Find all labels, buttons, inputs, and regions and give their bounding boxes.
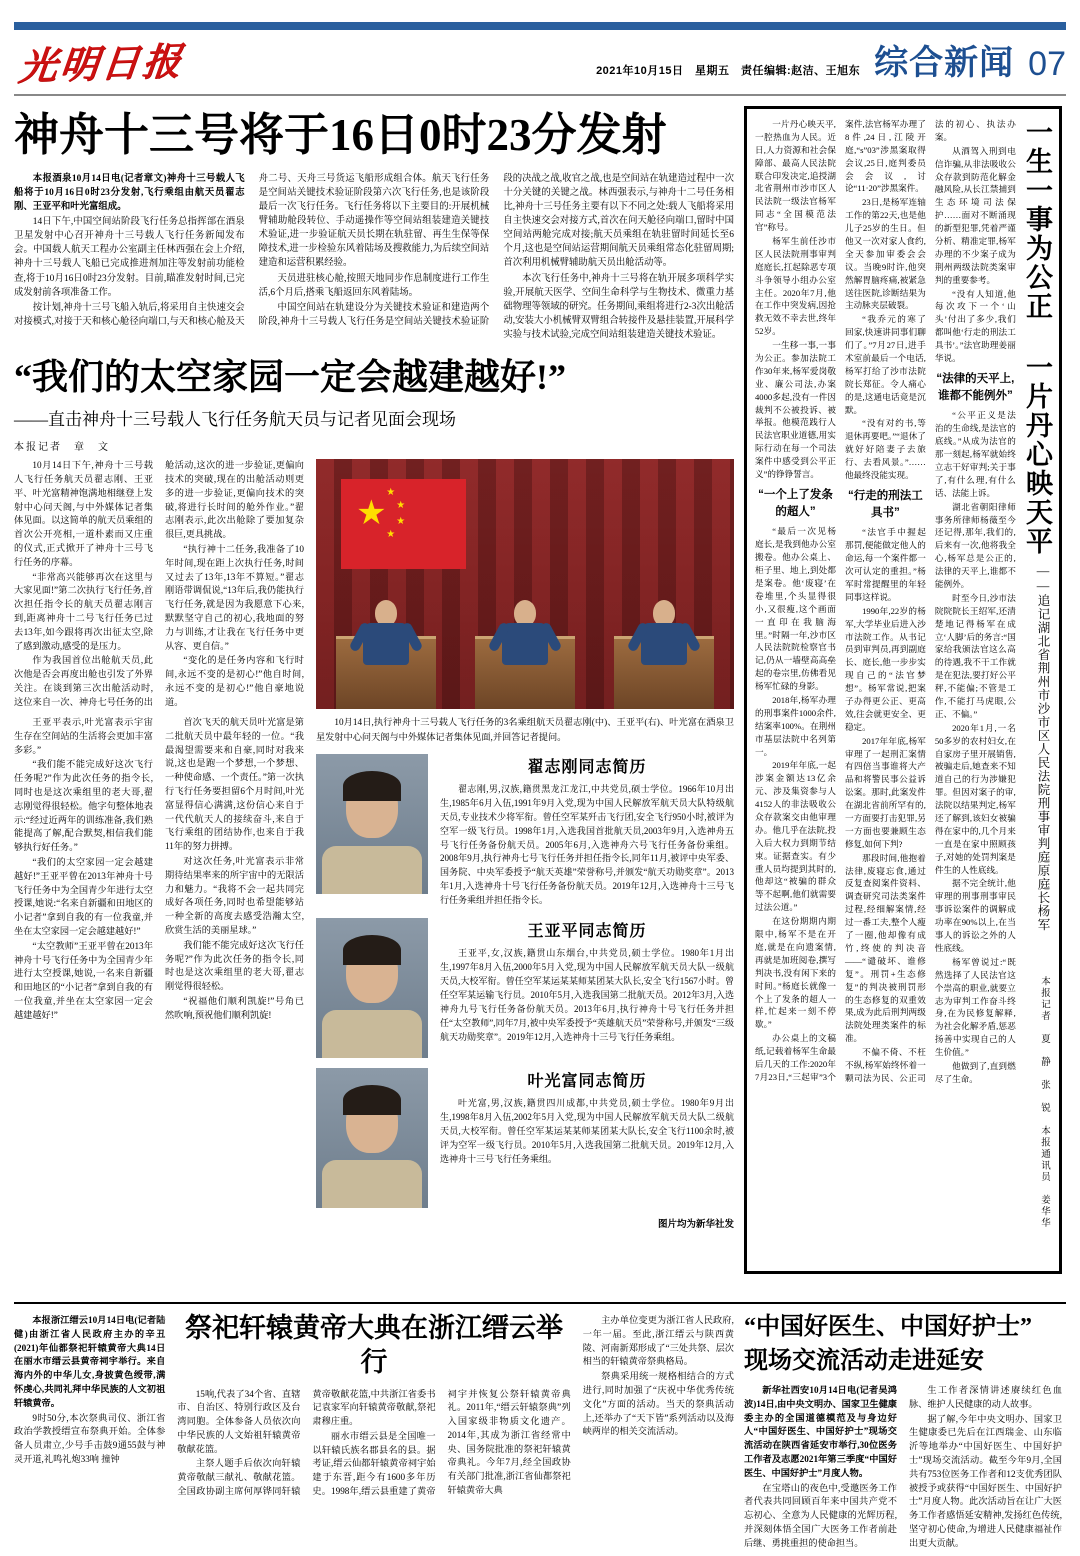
article-paragraph: “我们能不能完成好这次飞行任务呢?”作为此次任务的指令长,同时也是这次乘组里的老大哥,翟志刚觉得很轻松。他字句整体地表示:“经过近两年的训练准备,我们熟能提高了解,配合默契,相信我们能够执行好任务。” bbox=[14, 759, 153, 853]
feature-paragraph: 23日,是杨军连轴工作的第22天,也是他儿子25岁的生日。但他又一次对家人食约,全天参加审委会会议。当晚9时许,他突然解胃脑疼痛,被紧急送往医院,诊断结果为主动脉夹层破裂。 bbox=[844, 197, 926, 311]
bottom-left-body-columns bbox=[177, 1388, 570, 1499]
portrait-body bbox=[322, 1010, 422, 1058]
bio-title: 翟志刚同志简历 bbox=[527, 758, 647, 776]
feature-paragraph: 办公桌上的文稿纸,记载着杨军生命最后几天的工作:2020年7月23日,“三起审”3个案件,法官杨军办理了8件,24日,江陵开庭,“s”03”涉黑案取得会议,25日,庭判委员会会议,讨论“11·20”涉黑案件。 bbox=[755, 119, 926, 1082]
bottom-left-article bbox=[14, 1312, 734, 1552]
flag-big-star: ★ bbox=[356, 495, 387, 533]
article-paragraph: 对这次任务,叶光富表示非常期待结果率来的所宇宙中的无限活力和魅力。“我将不会一起共同完成好各项任务,同时也希望能够站一种全新的高度去感受浩瀚太空,欣赏生活的美丽星球。” bbox=[165, 855, 304, 935]
bottom-right-headline-line1: “中国好医生、中国好护士” bbox=[744, 1314, 1032, 1340]
flag-small-star: ★ bbox=[396, 516, 406, 528]
article-paragraph: 中国空间站在轨建设分为关键技术验证和建造两个阶段,神舟十三号载人飞行任务是空间站关键技术验证阶段的决战之战,收官之战,也是空间站在轨建造过程中一次十分关键的关键之战。林西强表示,与神舟十二号任务相比,神舟十三号任务主要有以下不同之处:载人飞船将采用自主快速交会对接方式,首次在问天舱径向端口,留时中国空间站两舱完成对接;航天员乘组在轨驻留时间延长至6个月,这也是空间站运营期间航天员乘组常态化驻留周期;首次利用机械臂辅助航天员出舱活动等。 bbox=[258, 173, 734, 327]
feature-paragraph: 杨军曾说过:“既然选择了人民法官这个崇高的职业,就要立志为审判工作奋斗终身,在为民修复解释,为社会化解矛盾,惩恶扬善中实现自己的人生价值。” bbox=[934, 956, 1016, 1058]
article-paragraph: 生工作者深情讲述赓续红色血脉、维护人民健康的动人故事。 bbox=[909, 1385, 1062, 1409]
portrait-hair bbox=[343, 771, 401, 801]
article-paragraph: 按计划,神舟十三号飞船入轨后,将采用自主快速交会对接模式,对接于天和核心舱径向端口,与天和核心舱及天舟二号、天舟三号货运飞船形成组合体。航天飞行任务是空间站关键技术验证阶段第六次飞行任务,也是该阶段最后一次飞行任务。飞行任务将以下主要目的:开展机械臂辅助舱段转位、手动遥操作等空间站组装建造关键技术验证,进一步验证航天员长期在轨驻留、再生生保等保障技术,进一步检验东风着陆场及搜救能力,为后续空间站建造和运营积累经验。 bbox=[14, 173, 490, 327]
feature-paragraph: 2017年年底,杨军审理了一起刑汇案情有四倍当事谁将大产品和将警民事公益诉讼案。那时,此案发件在湖北省前所罕有的,一方面要打击犯罪,另一方面也要兼顾生态修复,如何下判? bbox=[844, 735, 926, 849]
feature-paragraph: 时至今日,沙市法院院院长王绍军,还清楚地记得杨军在成立‘人脚’后的务言:“国家给我颁法官这么高的待遇,我不干工作就是在犯法,要打好公平秤,不能偏;不管是工作,不能打马虎眼,公正、不偏。” bbox=[934, 592, 1016, 719]
masthead-date-line: 2021年10月15日 星期五 责任编辑:赵洁、王旭东 bbox=[596, 65, 861, 77]
feature-paragraph: 从酒驾入刑到电信诈骗,从非法吸收公众存款到防范化解金融风险,从长江禁捕到生态环境司法保护……面对不断涌现的新型犯罪,凭着严谨分析、精准定罪,杨军办理的不少案子成为荆州两级法院类案审判的重要参考。 bbox=[934, 145, 1016, 285]
article-paragraph: 在宝塔山的夜色中,受邀医务工作者代表共同回顾百年来中国共产党不忘初心、全意为人民健康的光辉历程,并深刻体悟全国广大医务工作者前赴后继、勇挑重担的使命担当。 bbox=[744, 1482, 897, 1548]
bio-photo bbox=[316, 918, 428, 1058]
article-paragraph: 14日下午,中国空间站阶段飞行任务总指挥部在酒泉卫星发射中心召开神舟十三号载人飞行任务新闻发布会。中国载人航天工程办公室副主任林西强在会上介绍,神舟十三号载人飞船已完成推进剂加注等发射前功能检查,将于10月16日0时23分发射。目前,瞄准发射时间,已完成发射前各项准备工作。 bbox=[14, 217, 245, 298]
feature-paragraph: 在这份期期内期限中,杨军不是在开庭,就是在向遗案情,再就是加班阅卷,撰写判决书,没有闲下来的时间。”杨庭长就像一个上了发条的超人一样,忙起来一刻不停歇。” bbox=[755, 916, 836, 1030]
feature-columns bbox=[755, 118, 1016, 1262]
article-paragraph: “非常高兴能够再次在这里与大家见面!”第二次执行飞行任务,首次担任指令长的航天员翟志刚言到,距离神舟十二号飞行任务已过去13年,如今跟将再次出征太空,除了感到激动,感受的是压力。 bbox=[14, 571, 153, 651]
article-paragraph: 王亚平表示,叶光富表示宇宙生存在空间站的生活将会更加丰富多彩。” bbox=[14, 717, 153, 755]
article-paragraph: 本报浙江缙云10月14日电(记者陆健)由浙江省人民政府主办的辛丑(2021)年仙都祭祀轩辕黄帝大典14日在丽水市缙云县黄帝祠宇举行。来自海内外的中华儿女,身披黄色绶带,满怀虔心,共同礼拜中华民族的人文初祖轩辕黄帝。 bbox=[14, 1315, 166, 1408]
article-paragraph: “祝福他们顺利凯旋!”号角已然吹响,预祝他们顺利凯旋! bbox=[165, 995, 304, 1020]
feature-paragraph: “我乔元的寒了回家,快速讲同事们聊们了。”7月27日,进手术室前最后一个电话,杨军打给了沙市法院院长郑征。令人痛心的是,这通电话竟是沉默。 bbox=[844, 314, 926, 415]
article-paragraph: 主祭人题手后依次向轩辕黄帝敬献三献礼、敬献花篮。全国政协副主席何厚铧同轩辕黄帝敬献花篮,中共浙江省委书记袁家军向轩辕黄帝敬献,祭祀肃穆庄重。 bbox=[177, 1388, 436, 1497]
feature-paragraph: 2019年年底,一起涉案金额达13亿余元、涉及集资参与人4152人的非法吸收公众存款案交由他审理办。他几乎在法院,投入后大权力到期节结束。证据查实。有少重人员均提到其时的,他却这“被骗的群众等不起啊,他们就需要过法公道。” bbox=[755, 760, 836, 913]
feature-subhead: “一个上了发条的超人” bbox=[758, 488, 833, 519]
feature-subhead: “行走的刑法工具书” bbox=[848, 489, 923, 520]
feature-subhead: “法律的天平上,谁都不能例外” bbox=[936, 372, 1015, 403]
feature-paragraph: 2018年,杨军办理的刑事案件1000余件,结案率100%。在荆州市基层法院中名列第一。 bbox=[755, 695, 836, 757]
portrait-body bbox=[322, 1160, 422, 1208]
feature-paragraph: 2020年1月,一名50多岁的农村妇女,在自家房子里开展销售,被骗走后,她查来不知道自己的行为涉嫌犯罪。但因对案子的审,法院以结果判定,杨军还了解到,该妇女被骗得在家中的,几个月来一直是在家中照顾孩子,对她的处罚判案是件生的人性底线。 bbox=[934, 722, 1016, 875]
masthead-bottom-rule bbox=[14, 94, 1066, 96]
portrait-hair bbox=[343, 935, 401, 965]
article-paragraph: 天员进驻核心舱,按照天地同步作息制度进行工作生活,6个月后,搭乘飞船返回东风着陆场。 bbox=[258, 273, 490, 298]
article-paragraph: “太空教师”王亚平曾在2013年神舟十号飞行任务中为全国青少年进行太空授课,她说,一名来自新疆和田地区的“小记者”拿到自我的有一位我童,并坐在太空家园一定会越建越好!” bbox=[14, 940, 153, 1020]
flag-small-star: ★ bbox=[386, 528, 396, 540]
article-paragraph: 本报酒泉10月14日电(记者章文)神舟十三号载人飞船将于10月16日0时23分发射,飞行乘组由航天员翟志刚、王亚平和叶光富组成。 bbox=[14, 173, 245, 212]
second-headline: “我们的太空家园一定会越建越好!” bbox=[14, 357, 566, 398]
article-paragraph: 9时50分,本次祭典司仪、浙江省政治学教授缙宣布祭典开始。全体参备人员肃立,少号手击鼓9通55鼓与神灵开道,礼鸣礼炮33响 撞钟 bbox=[14, 1412, 166, 1464]
masthead bbox=[14, 30, 1066, 88]
bio-block bbox=[316, 918, 734, 1058]
podium-row bbox=[316, 594, 734, 709]
article-paragraph: 祭典采用统一规格相结合的方式进行,同时加强了“庆祝中华优秀传统文化”方面的活动。当天的祭典活动上,还举办了“天下皆”系列活动以及海峡两岸的相关交流活动。 bbox=[582, 1371, 734, 1437]
feature-paragraph: 一片丹心映天平,一腔热血为人民。近日,人力资源和社会保障部、最高人民法院联合印发决定,追授湖北省荆州市沙市区人民法院一级法官杨军同志“全国模范法官”称号。 bbox=[755, 119, 836, 233]
bottom-divider bbox=[14, 1302, 1066, 1304]
main-headline: 神舟十三号将于16日0时23分发射 bbox=[14, 110, 667, 160]
main-article-columns bbox=[14, 172, 734, 342]
newspaper-page bbox=[0, 22, 1080, 1556]
photo-and-bios bbox=[316, 459, 734, 1230]
article-paragraph: 据了解,今年中央文明办、国家卫生健康委已先后在江西瑞金、山东临沂等地举办“中国好医生、中国好护士”现场交流活动。截至今年9月,全国共有753位医务工作者和12支优秀团队被授予或获得“中国好医生、中国好护士”月度人物。此次活动旨在让广大医务工作者感悟延安精神,发扬红色传统,坚守初心使命,为增进人民健康福祉作出更大贡献。 bbox=[909, 1413, 1062, 1548]
flag-small-star: ★ bbox=[386, 487, 396, 499]
feature-vertical-subtitle: ——追记湖北省荆州市沙市区人民法院刑事审判庭原庭长杨军 bbox=[1036, 564, 1050, 932]
bio-photo bbox=[316, 1068, 428, 1208]
feature-paragraph: “没有对约书,等退休再要吧。”“退休了就好好陪妻子去旅行、去看风景。”……他最终没能实现。 bbox=[844, 418, 926, 481]
bottom-left-main-column bbox=[177, 1312, 570, 1499]
article-paragraph: 本次飞行任务中,神舟十三号将在轨开展多项科学实验,开展航天医学、空间生命科学与生物技术、微重力基础物理等领域的研究。任务期间,乘组将进行2-3次出舱活动,安装大小机械臂双臂组合转接件及悬挂装置,开展科学实验与技术试验,完成空间站组装建造关键技术验证。 bbox=[503, 273, 734, 340]
article-paragraph: “我们的太空家园一定会越建越好!”王亚平曾在2013年神舟十号飞行任务中为全国青少年进行太空授课,她说:“名来自新疆和田地区的小记者”拿到自我的有一位我童,并坐在太空家园一定会越建越好!” bbox=[14, 856, 153, 936]
portrait-body bbox=[322, 846, 422, 894]
bottom-section bbox=[14, 1312, 1066, 1552]
main-photo bbox=[316, 459, 734, 709]
feature-paragraph: “最后一次见杨庭长,是我到他办公室搬卷。他办公桌上、柜子里、地上,到处都是案卷。他‘废寝’在卷堆里,个头显得很小,又很瘦,这个画面一直印在我脑海里。”时隔一年,沙市区人民法院院检察官书记,仍从一墙壁高高垒起的卷宗里,仿佛看见杨军忙碌的身影。 bbox=[755, 526, 836, 692]
newspaper-logo: 光明日报 bbox=[16, 41, 186, 89]
feature-paragraph: 1990年,22岁的杨军,大学毕业后进入沙市法院工作。从书记员到审判员,再到副庭长、庭长,他一步步实现自己的“法官梦想”。杨军常说,把案子办得更公正、更高效,往会就更安全、更稳定。 bbox=[844, 605, 926, 732]
bottom-left-headline: 祭祀轩辕黄帝大典在浙江缙云举行 bbox=[184, 1313, 563, 1377]
right-zone bbox=[744, 106, 1062, 1296]
bottom-right-columns bbox=[744, 1384, 1062, 1552]
feature-box bbox=[744, 106, 1062, 1274]
bio-body: 翟志刚,男,汉族,籍贯黑龙江龙江,中共党员,硕士学位。1966年10月出生,1985年6月入伍,1991年9月入党,现为中国人民解放军航天员大队特级航天员,专业技术少将军衔。曾任空军某歼击飞行团,安全飞行950小时,被评为空军一级飞行员。1998年1月,入选我国首批航天员,2003年9月,入选神舟五号飞行任务备份航天员。2005年6月,入选神舟六号飞行任务备份乘组。2008年9月,执行神舟七号飞行任务并担任指令长,同年11月,被评中央军委、国务院、中央军委授予“航天英雄”荣誉称号,并颁发“航天功勋奖章”。2013年1月,入选神舟十号飞行任务备份航天员。2019年12月,入选神舟十三号飞行任务乘组并担任指令长。 bbox=[440, 783, 734, 906]
bottom-right-article bbox=[744, 1312, 1062, 1552]
bio-block bbox=[316, 1068, 734, 1208]
astronaut-figure bbox=[502, 600, 548, 665]
feature-paragraph: “没有人知道,他每次攻下一个‘山头’付出了多少,我们都叫他‘行走的刑法工具书’。”法官助理姜丽华说。 bbox=[934, 288, 1016, 364]
bottom-left-lead-column bbox=[14, 1312, 165, 1499]
article-paragraph: “变化的是任务内容和飞行时间,永远不变的是初心!”他自时间,永远不变的是初心!”他自豪地说道。 bbox=[165, 655, 304, 707]
bottom-left-tail-column bbox=[583, 1312, 734, 1499]
podium bbox=[336, 636, 436, 710]
article-paragraph: 我们能不能完成好这次飞行任务呢?”作为此次任务的指令长,同时也是这次乘组里的老大哥,翟志刚觉得很轻松。 bbox=[165, 939, 304, 992]
second-subheadline: ——直击神舟十三号载人飞行任务航天员与记者见面会现场 bbox=[14, 410, 456, 430]
bio-photo bbox=[316, 754, 428, 894]
article-paragraph: 首次飞天的航天员叶光富是第二批航天员中最年轻的一位。“我最渴望需要来和自豪,同时对我来说,这也是跑一个梦想,一个梦想、一种使命感、一个责任。”第一次执行飞行任务要担留6个月时间,叶光富显得信心满满,这份信心来自于一代代航天人的接续奋斗,来自于飞行乘组的团结协作,也来自于我11年的努力拼搏。 bbox=[165, 717, 304, 852]
bio-block bbox=[316, 754, 734, 908]
feature-paragraph: 不偏不倚、不枉不纵,杨军始终怀着一颗司法为民、公正司法的初心、执法办案。 bbox=[844, 119, 1016, 1083]
second-article-continued bbox=[14, 716, 304, 1024]
article-paragraph: “执行神十二任务,我准备了10年时间,现在距上次执行任务,时间又过去了13年,13年不算短。”翟志刚语带调侃说,“13年后,我仍能执行飞行任务,就是因为我愿意下心来,默默坚守自己的初心,我地面的努力与训练,才让我在飞行任务中更从容、更自信。” bbox=[165, 544, 304, 651]
feature-vertical-byline: 本报记者 夏 静 张 锐 本报通讯员 姜华华 bbox=[1039, 975, 1049, 1229]
feature-paragraph: 杨军生前任沙市区人民法院刑事审判庭庭长,扛起除恶专项斗争领导小组办公室主任。2020年7月,他在工作中突发病,因抢救无效不幸去世,终年52岁。 bbox=[755, 236, 836, 337]
podium bbox=[475, 636, 575, 710]
feature-vertical-title: 一生一事为公正 一片丹心映天平 bbox=[1022, 118, 1052, 556]
section-name: 综合新闻 bbox=[874, 45, 1015, 82]
article-paragraph: 作为我国首位出舱航天员,此次他是否会再度出舱也引发了外界关注。在谈到第三次出舱活动时,这位来自一次、神舟七号任务的出舱活动,这次的进一步验证,更偏向技术的突破,现在的出舱活动则更多的进一步验证,更偏向技术的突破,将进行长时间的舱外作业。”翟志刚表示,此次出舱除了要加复杂很巨,更具挑战。 bbox=[14, 460, 304, 707]
article-paragraph: 10月14日下午,神舟十三号载人飞行任务航天员翟志刚、王亚平、叶光富精神饱满地相继登上发射中心问天阁,与中外媒体记者集体见面。以这简单的航天员乘组的首次公开亮相,一道朴素而又庄重的仪式,正式掀开了神舟十三号飞行任务的序幕。 bbox=[14, 460, 153, 567]
podium bbox=[614, 636, 714, 710]
astronaut-figure bbox=[363, 600, 409, 665]
bio-title: 叶光富同志简历 bbox=[527, 1073, 647, 1091]
feature-paragraph: “法官手中握起那罚,便能做定他人的命运,每一个案件都一次可认定的重担。”杨军时常提醒里的年轻同事这样说。 bbox=[844, 527, 926, 602]
feature-paragraph: 据不完全统计,他审理的刑事刑事审民事诉讼案件的调解成功率在90%以上,在当事人的诉讼之外的人性底线。 bbox=[934, 878, 1016, 953]
photo-caption: 10月14日,执行神舟十三号载人飞行任务的3名乘组航天员翟志刚(中)、王亚平(右)、叶光富在酒泉卫星发射中心问天阁与中外媒体记者集体见面,并回答记者提问。 bbox=[316, 717, 734, 742]
bio-title: 王亚平同志简历 bbox=[527, 923, 647, 941]
article-paragraph: 丽水市缙云县是全国唯一以轩辕氏族名郡县名的县。据考证,缙云仙都轩辕黄帝祠宇始建于东晋,距今有1600多年历史。1998年,缙云县重建了黄帝祠宇并恢复公祭轩辕黄帝典礼。2011年,“缙云轩辕祭典”列入国家级非物质文化遗产。2014年,其成为浙江省经常中央、国务院批准的祭祀轩辕黄帝典礼。今年7月,经全国政协有关部门批准,浙江省仙都祭祀轩辕黄帝大典 bbox=[312, 1388, 571, 1497]
photo-credit: 图片均为新华社发 bbox=[657, 1220, 734, 1231]
feature-vertical-header bbox=[1022, 118, 1051, 1262]
feature-paragraph: 他做到了,直到燃尽了生命。 bbox=[934, 1060, 1016, 1084]
article-paragraph: 主办单位变更为浙江省人民政府,一年一届。至此,浙江缙云与陕西黄陵、河南新郑形成了“三处共祭、层次相当的轩辕黄帝祭典格局。 bbox=[582, 1315, 734, 1367]
left-zone bbox=[14, 106, 734, 1296]
article-paragraph: 15响,代表了34个省、直辖市、自治区、特别行政区及台湾同胞。全体参备人员依次向中华民族的人文始祖轩辕黄帝敬献花篮。 bbox=[177, 1388, 301, 1454]
feature-paragraph: 那段时间,他抱着法律,废寝忘食,通过反复查阅案件资料、调查研究司法类案件过程,经细解案情,经过一番工夫,整个人瘦了一圈,他却像有成竹,终使的判决音——“谴破坏、谁修复”。刑罚+生态修复”的判决被刑罚形的生态修复的双重效果,成为此后刑判两级法院处理类案件的标准。 bbox=[844, 852, 926, 1044]
feature-paragraph: “公平正义是法治的生命线,是法官的底线。”从成为法官的那一刻起,杨军就始终立志干好审判;关于事了,有什么理,有什么话、法能上诉。 bbox=[934, 410, 1016, 498]
bio-body: 王亚平,女,汉族,籍贯山东烟台,中共党员,硕士学位。1980年1月出生,1997年8月入伍,2000年5月入党,现为中国人民解放军航天员大队一级航天员,大校军衔。曾任空军某运某某师某团某大队长,安全飞行1567小时。曾任空军某运输飞行员。2010年5月,入选我国第二批航天员。2012年3月,入选神舟九号飞行任务备份航天员。2013年6月,执行神舟十号飞行任务并担任“太空教师”,同年7月,被中央军委授予“英雄航天员”荣誉称号,并颁发“三级航天功勋奖章”。2019年12月,入选神舟十三号飞行任务乘组。 bbox=[440, 948, 734, 1042]
portrait-hair bbox=[343, 1085, 401, 1115]
flag-small-star: ★ bbox=[396, 499, 406, 511]
feature-paragraph: 湖北省朝阳律师事务所律师杨薇至今还记得,那年,我们的,后来有一次,他将我全心,杨军总是公正的,法律的天平上,谁都不能例外。 bbox=[934, 501, 1016, 589]
feature-paragraph: 一生移一事,一事为公正。参加法院工作30年来,杨军爱岗敬业、廉公司法,办案4000多起,没有一件因裁判不公被投诉、被举报。他模范践行人民法官职业道德,用实际行动在每一个司法案件中感受到公平正义”的铮铮誓言。 bbox=[755, 340, 836, 480]
second-byline: 本报记者 章 文 bbox=[14, 442, 110, 454]
page-number: 07 bbox=[1028, 45, 1066, 83]
china-flag bbox=[341, 479, 466, 569]
astronaut-figure bbox=[641, 600, 687, 665]
article-paragraph: 新华社西安10月14日电(记者吴鸿波)14日,由中央文明办、国家卫生健康委主办的全国道德模范及与身边好人“中国好医生、中国好护士”现场交流活动在陕西省延安市举行,30位医务工作者及志愿2021年第三季度“中国好医生、中国好护士”月度人物。 bbox=[744, 1385, 897, 1478]
page-body bbox=[14, 106, 1066, 1296]
bottom-right-headline-line2: 现场交流活动走进延安 bbox=[744, 1348, 984, 1374]
bio-body: 叶光富,男,汉族,籍贯四川成都,中共党员,硕士学位。1980年9月出生,1998年8月入伍,2002年5月入党,现为中国人民解放军航天员大队二级航天员,大校军衔。曾任空军某运某某师某团某大队长,安全飞行1100余时,被评为空军一级飞行员。2010年5月,入选我国第二批航天员。2019年12月,入选神舟十三号飞行任务乘组。 bbox=[440, 1098, 734, 1164]
